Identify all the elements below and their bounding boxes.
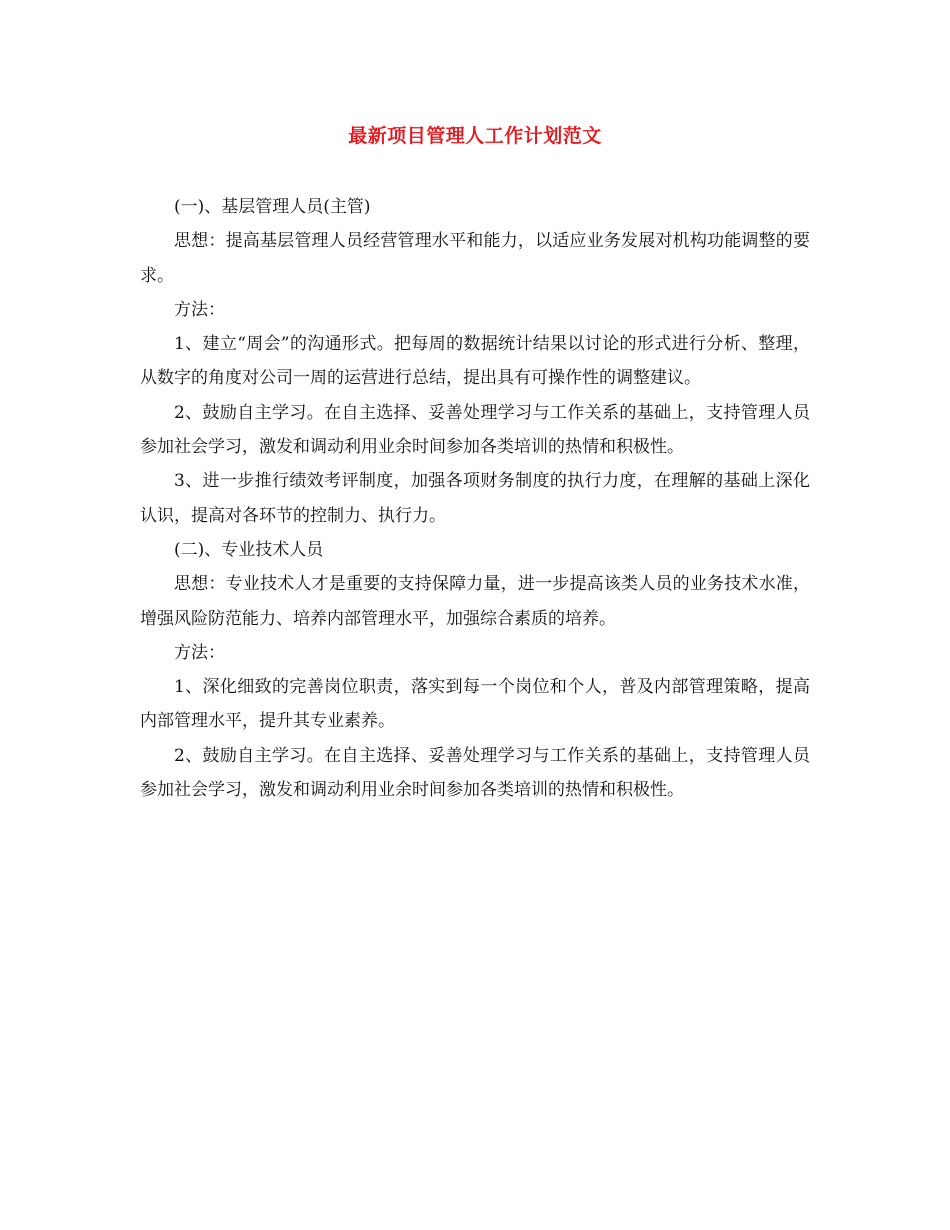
paragraph-basic-method-3: 3、进一步推行绩效考评制度，加强各项财务制度的执行力度，在理解的基础上深化认识，提高对各环节的控制力、执行力。 bbox=[140, 471, 810, 526]
paragraph-technical-method-label: 方法： bbox=[174, 642, 225, 663]
paragraph-basic-method-1: 1、建立“周会”的沟通形式。把每周的数据统计结果以讨论的形式进行分析、整理，从数字的角度对公司一周的运营进行总结，提出具有可操作性的调整建议。 bbox=[140, 334, 810, 389]
document-body bbox=[140, 190, 810, 807]
paragraph-basic-thought: 思想：提高基层管理人员经营管理水平和能力，以适应业务发展对机构功能调整的要求。 bbox=[140, 231, 810, 286]
paragraph-technical-thought: 思想：专业技术人才是重要的支持保障力量，进一步提高该类人员的业务技术水准，增强风险防范能力、培养内部管理水平，加强综合素质的培养。 bbox=[140, 574, 810, 629]
paragraph-technical-method-1: 1、深化细致的完善岗位职责，落实到每一个岗位和个人，普及内部管理策略，提高内部管理水平，提升其专业素养。 bbox=[140, 677, 810, 732]
section-heading-technical-staff: (二)、专业技术人员 bbox=[174, 539, 324, 560]
paragraph-basic-method-2: 2、鼓励自主学习。在自主选择、妥善处理学习与工作关系的基础上，支持管理人员参加社会学习，激发和调动利用业余时间参加各类培训的热情和积极性。 bbox=[140, 402, 810, 458]
paragraph-basic-method-label: 方法： bbox=[174, 299, 225, 320]
paragraph-technical-method-2: 2、鼓励自主学习。在自主选择、妥善处理学习与工作关系的基础上，支持管理人员参加社会学习，激发和调动利用业余时间参加各类培训的热情和积极性。 bbox=[140, 745, 810, 801]
document-title: 最新项目管理人工作计划范文 bbox=[348, 125, 602, 147]
section-heading-basic-managers: (一)、基层管理人员(主管) bbox=[174, 197, 371, 217]
